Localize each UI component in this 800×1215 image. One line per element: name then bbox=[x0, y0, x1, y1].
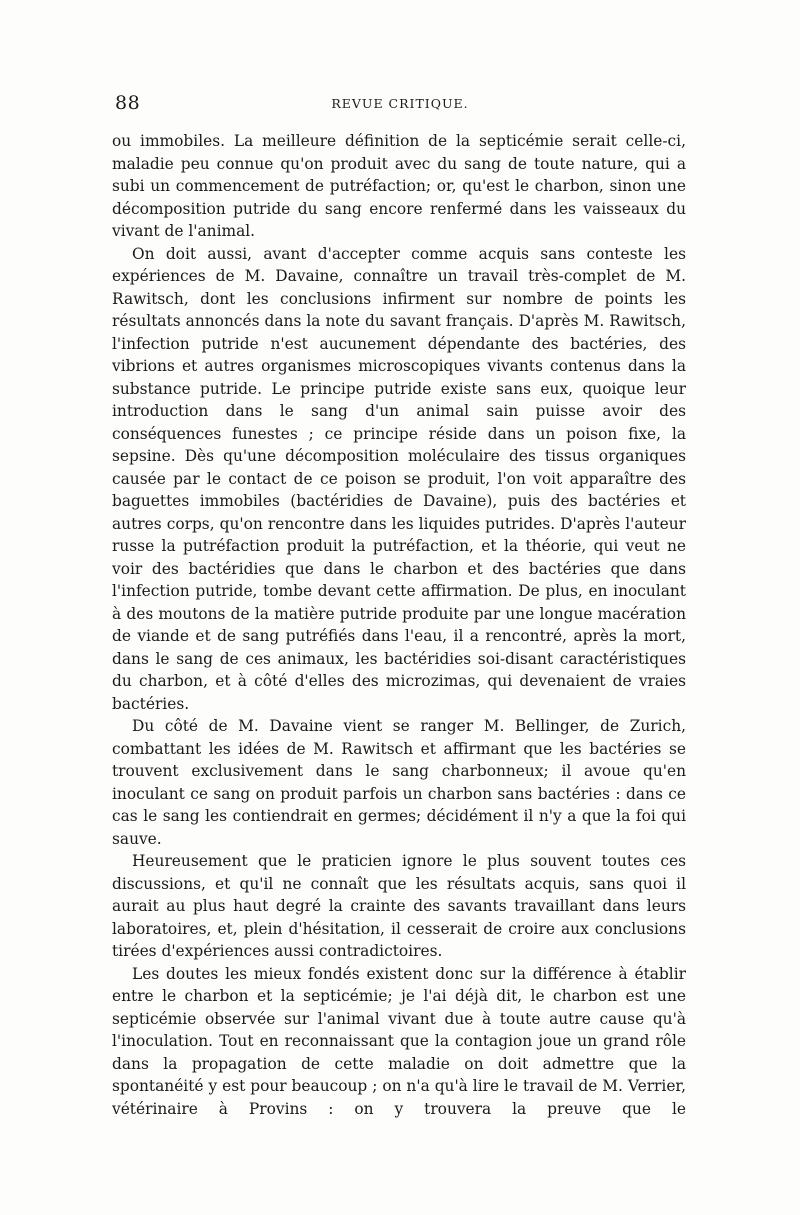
running-title: REVUE CRITIQUE. bbox=[331, 96, 469, 111]
paragraph-4: Heureusement que le praticien ignore le plus souvent toutes ces discussions, et qu'il ne connaît que les résultats acquis, sans quoi il aurait au plus haut degré la crainte des savants travaillant dans leurs laboratoires, et, plein d'hésitation, il cesserait de croire aux conclusions tirées d'expériences aussi contradictoires. bbox=[112, 852, 686, 960]
paragraph-1: ou immobiles. La meilleure définition de la septicémie serait celle-ci, maladie peu connue qu'on produit avec du sang de toute nature, qui a subi un commencement de putréfaction; or, qu'est le charbon, sinon une décomposition putride du sang encore renfermé dans les vaisseaux du vivant de l'animal. bbox=[112, 132, 686, 240]
paragraph-2: On doit aussi, avant d'accepter comme acquis sans conteste les expériences de M. Davaine, connaître un travail très-complet de M. Rawitsch, dont les conclusions infirment sur nombre de points les résultats annoncés dans la note du savant français. D'après M. Rawitsch, l'infection putride n'est aucunement dépendante des bactéries, des vibrions et autres organismes microscopiques vivants contenus dans la substance putride. Le principe putride existe sans eux, quoique leur introduction dans le sang d'un animal sain puisse avoir des conséquences funestes ; ce principe réside dans un poison fixe, la sepsine. Dès qu'une décomposition moléculaire des tissus organiques causée par le contact de ce poison se produit, l'on voit apparaître des baguettes immobiles (bactéridies de Davaine), puis des bactéries et autres corps, qu'on rencontre dans les liquides putrides. D'après l'auteur russe la putréfaction produit la putréfaction, et la théorie, qui veut ne voir des bactéridies que dans le charbon et des bactéries que dans l'infection putride, tombe devant cette affirmation. De plus, en inoculant à des moutons de la matière putride produite par une longue macération de viande et de sang putréfiés dans l'eau, il a rencontré, après la mort, dans le sang de ces animaux, les bactéridies soi-disant caractéristiques du charbon, et à côté d'elles des microzimas, qui devenaient de vraies bactéries. bbox=[112, 244, 686, 713]
page-header bbox=[115, 92, 685, 118]
page-number: 88 bbox=[115, 92, 141, 114]
paragraph-3: Du côté de M. Davaine vient se ranger M. Bellinger, de Zurich, combattant les idées de M. Rawitsch et affirmant que les bactéries se trouvent exclusivement dans le sang charbonneux; il avoue qu'en inoculant ce sang on produit parfois un charbon sans bactéries : dans ce cas le sang les contiendrait en germes; décidément il n'y a que la foi qui sauve. bbox=[112, 717, 686, 848]
paragraph-5: Les doutes les mieux fondés existent donc sur la différence à établir entre le charbon et la septicémie; je l'ai déjà dit, le charbon est une septicémie observée sur l'animal vivant due à toute autre cause qu'à l'inoculation. Tout en reconnaissant que la contagion joue un grand rôle dans la propagation de cette maladie on doit admettre que la spontanéité y est pour beaucoup ; on n'a qu'à lire le travail de M. Verrier, vétérinaire à Provins : on y trouvera la preuve que le bbox=[112, 964, 686, 1118]
body-text bbox=[112, 130, 686, 1120]
